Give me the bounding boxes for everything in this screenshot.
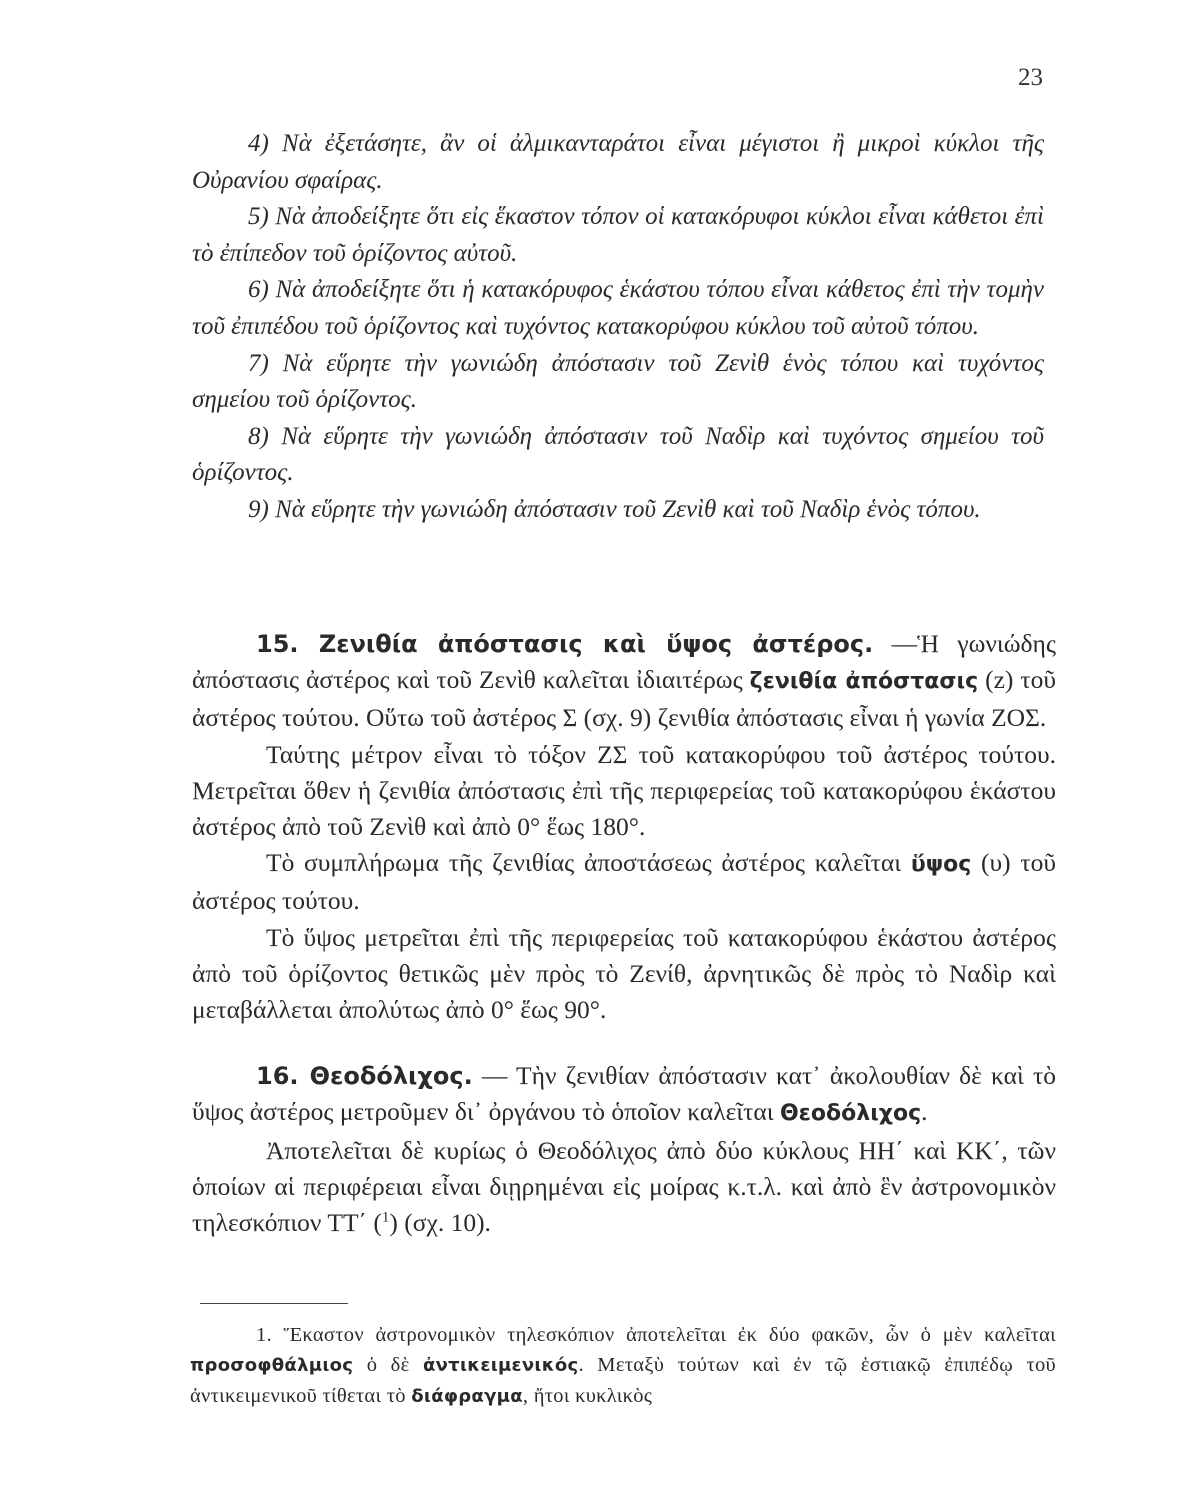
term-objective: ἀντικειμενικός <box>422 1355 579 1376</box>
section-15-heading: 15. Ζενιθία ἀπόστασις καὶ ὕψος ἀστέρος. <box>256 630 874 658</box>
term-altitude: ὕψος <box>910 852 972 878</box>
section-15-paragraph-4: Τὸ ὕψος μετρεῖται ἐπὶ τῆς περιφερείας τοῦ κατακορύφου ἑκάστου ἀστέρος ἀπὸ τοῦ ὁρίζοντος θετικῶς μὲν πρὸς τὸ Ζενίθ, ἀρνητικῶς δὲ πρὸς τὸ Ναδὶρ καὶ μεταβάλλεται ἀπολύτως ἀπὸ 0° ἕως 90°. <box>192 922 1056 1025</box>
section-16-paragraph-2: Ἀποτελεῖται δὲ κυρίως ὁ Θεοδόλιχος ἀπὸ δύο κύκλους ΗΗ΄ καὶ ΚΚ΄, τῶν ὁποίων αἱ περιφέρειαι εἶναι διῃρημέναι εἰς μοίρας κ.τ.λ. καὶ ἀπὸ ἓν ἀστρονομικὸν τηλεσκόπιον ΤΤ΄ ($^1$) (σχ. 10). <box>192 1135 1056 1238</box>
footnote-text: 1. Ἕκαστον ἀστρονομικὸν τηλεσκόπιον ἀποτελεῖται ἐκ δύο φακῶν, ὧν ὁ μὲν καλεῖται προσοφθάλμιος ὁ δὲ ἀντικειμενικός. Μεταξὺ τούτων καὶ ἐν τῷ ἑστιακῷ ἐπιπέδῳ τοῦ ἀντικειμενικοῦ τίθεται τὸ διάφραγμα, ἤτοι κυκλικὸς <box>190 1324 1056 1407</box>
section-16-heading: 16. Θεοδόλιχος. <box>256 1062 473 1091</box>
section-15-paragraph-1: 15. Ζενιθία ἀπόστασις καὶ ὕψος ἀστέρος. —Ἡ γωνιώδης ἀπόστασις ἀστέρος καὶ τοῦ Ζενὶθ καλεῖται ἰδιαιτέρως ζενιθία ἀπόστασις (z) τοῦ ἀστέρος τούτου. Οὕτω τοῦ ἀστέρος Σ (σχ. 9) ζενιθία ἀπόστασις εἶναι ἡ γωνία ΖΟΣ. <box>192 629 1056 733</box>
main-text <box>192 626 1056 1241</box>
exercise-item: 8) Νὰ εὕρητε τὴν γωνιώδη ἀπόστασιν τοῦ Ναδὶρ καὶ τυχόντος σημείου τοῦ ὁρίζοντος. <box>192 422 1044 487</box>
page-number: 23 <box>1018 64 1043 91</box>
exercise-item: 5) Νὰ ἀποδείξητε ὅτι εἰς ἕκαστον τόπον οἱ κατακόρυφοι κύκλοι εἶναι κάθετοι ἐπὶ τὸ ἐπίπεδον τοῦ ὁρίζοντος αὐτοῦ. <box>192 203 1044 267</box>
exercise-item: 7) Νὰ εὕρητε τὴν γωνιώδη ἀπόστασιν τοῦ Ζενὶθ ἑνὸς τόπου καὶ τυχόντος σημείου τοῦ ὁρίζοντος. <box>192 349 1044 414</box>
term-zenith-distance: ζενιθία ἀπόστασις <box>749 669 979 695</box>
term-theodolite: Θεοδόλιχος <box>779 1101 922 1127</box>
exercise-list <box>192 126 1044 529</box>
footnote-reference: 1 <box>381 1209 390 1226</box>
section-15-paragraph-3: Τὸ συμπλήρωμα τῆς ζενιθίας ἀποστάσεως ἀστέρος καλεῖται ὕψος (υ) τοῦ ἀστέρος τούτου. <box>192 848 1057 916</box>
exercise-item: 6) Νὰ ἀποδείξητε ὅτι ἡ κατακόρυφος ἑκάστου τόπου εἶναι κάθετος ἐπὶ τὴν τομὴν τοῦ ἐπιπέδου τοῦ ὁρίζοντος καὶ τυχόντος κατακορύφου κύκλου τοῦ αὐτοῦ τόπου. <box>192 276 1044 340</box>
section-16-paragraph-1: 16. Θεοδόλιχος. — Τὴν ζενιθίαν ἀπόστασιν κατ᾽ ἀκολουθίαν δὲ καὶ τὸ ὕψος ἀστέρος μετροῦμεν δι᾽ ὀργάνου τὸ ὁποῖον καλεῖται Θεοδόλιχος. <box>192 1061 1056 1127</box>
footnote-divider <box>200 1303 348 1304</box>
exercise-item: 4) Νὰ ἐξετάσητε, ἂν οἱ ἀλμικανταράτοι εἶναι μέγιστοι ἢ μικροὶ κύκλοι τῆς Οὐρανίου σφαίρας. <box>192 130 1044 194</box>
section-15-paragraph-2: Ταύτης μέτρον εἶναι τὸ τόξον ΖΣ τοῦ κατακορύφου τοῦ ἀστέρος τούτου. Μετρεῖται ὅθεν ἡ ζενιθία ἀπόστασις ἐπὶ τῆς περιφερείας τοῦ κατακορύφου ἑκάστου ἀστέρος ἀπὸ τοῦ Ζενὶθ καὶ ἀπὸ 0° ἕως 180°. <box>192 739 1056 842</box>
footnote <box>190 1320 1056 1412</box>
term-diaphragm: διάφραγμα <box>411 1386 523 1407</box>
term-eyepiece: προσοφθάλμιος <box>190 1355 354 1376</box>
exercise-item: 9) Νὰ εὕρητε τὴν γωνιώδη ἀπόστασιν τοῦ Ζενὶθ καὶ τοῦ Ναδὶρ ἑνὸς τόπου. <box>248 495 981 523</box>
